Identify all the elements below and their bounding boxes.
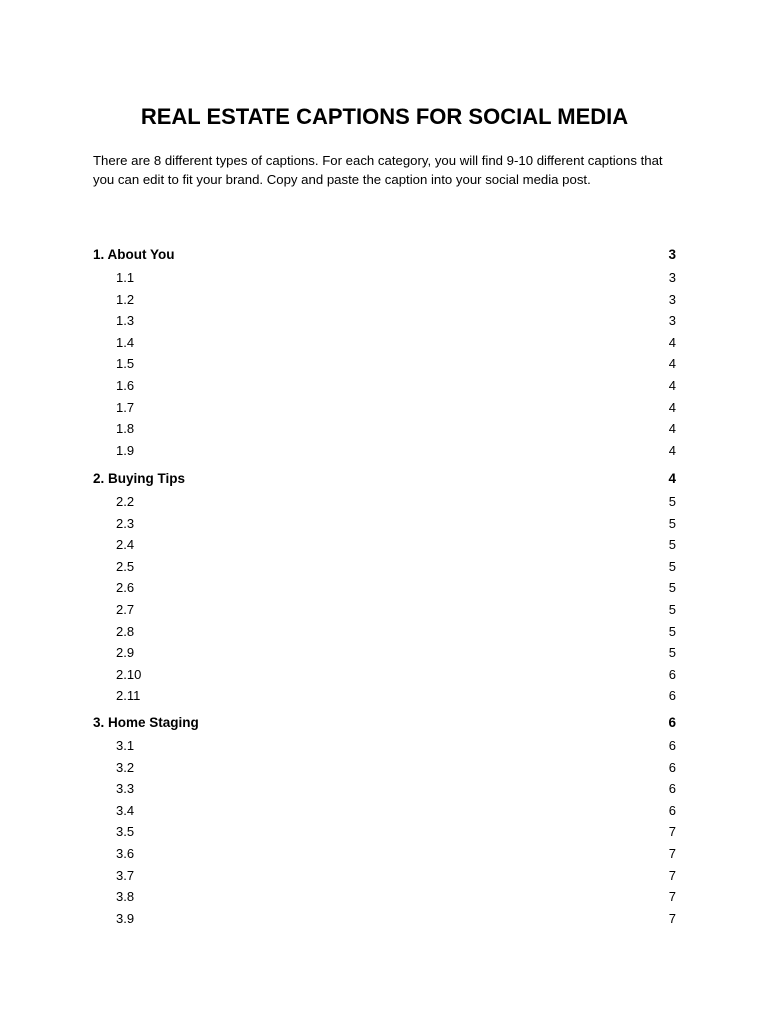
toc-entry[interactable] (93, 865, 676, 887)
toc-entry-label: 2.7 (116, 602, 135, 617)
toc-entry-label: 2.11 (116, 688, 141, 704)
toc-section-page-number: 6 (668, 715, 676, 730)
toc-entry[interactable] (93, 886, 676, 908)
toc-entry-page-number: 6 (668, 781, 676, 797)
toc-section-heading[interactable] (93, 244, 676, 266)
toc-entry[interactable] (93, 440, 676, 462)
toc-entry-page-number: 5 (668, 580, 676, 596)
toc-entry-page-number: 4 (668, 356, 676, 372)
toc-entry-page-number: 7 (668, 824, 676, 840)
intro-paragraph: There are 8 different types of captions. For each category, you will find 9-10 different captions that you can edit to fit your brand. Copy and paste the caption into your social media post. (93, 153, 663, 187)
toc-entry-page-number: 5 (668, 602, 676, 617)
toc-entry-page-number: 7 (668, 867, 676, 883)
toc-section-page-number: 4 (668, 471, 676, 486)
toc-entry[interactable] (93, 332, 676, 354)
toc-entry-label: 2.10 (116, 666, 142, 682)
toc-entry[interactable] (93, 577, 676, 599)
toc-entry-label: 1.4 (116, 334, 135, 350)
toc-entry[interactable] (93, 843, 676, 865)
toc-entry-label: 2.4 (116, 537, 135, 553)
toc-entry[interactable] (93, 267, 676, 289)
toc-entry-page-number: 4 (668, 399, 676, 415)
toc-section-label: 3. Home Staging (93, 715, 199, 730)
toc-entry[interactable] (93, 418, 676, 440)
toc-entry[interactable] (93, 556, 676, 578)
toc-entry-page-number: 3 (668, 291, 676, 307)
toc-entry-label: 2.5 (116, 558, 135, 574)
document-title: REAL ESTATE CAPTIONS FOR SOCIAL MEDIA (140, 104, 629, 129)
toc-section-heading[interactable] (93, 468, 676, 490)
toc-entry[interactable] (93, 310, 676, 332)
toc-entry[interactable] (93, 353, 676, 375)
toc-entry[interactable] (93, 800, 676, 822)
toc-entry[interactable] (93, 908, 676, 930)
toc-section-heading[interactable] (93, 712, 676, 734)
toc-entry-label: 1.7 (116, 399, 135, 415)
toc-entry-label: 3.2 (116, 759, 135, 775)
toc-entry-page-number: 6 (668, 738, 676, 753)
toc-entry-page-number: 7 (668, 889, 676, 905)
toc-entry-label: 3.7 (116, 867, 135, 883)
toc-entry-label: 3.6 (116, 846, 135, 861)
toc-entry-page-number: 4 (668, 442, 676, 458)
toc-entry-page-number: 3 (668, 313, 676, 329)
document-page (93, 0, 676, 1024)
toc-entry[interactable] (93, 642, 676, 664)
toc-entry-label: 3.3 (116, 781, 135, 797)
toc-section-page-number: 3 (668, 247, 676, 262)
toc-entry-label: 2.8 (116, 623, 135, 639)
toc-entry-page-number: 4 (668, 378, 676, 393)
toc-entry[interactable] (93, 289, 676, 311)
toc-entry[interactable] (93, 621, 676, 643)
toc-entry-label: 1.2 (116, 291, 135, 307)
toc-entry-page-number: 7 (668, 910, 676, 926)
toc-entry-label: 2.3 (116, 515, 135, 531)
toc-entry-label: 1.5 (116, 356, 135, 372)
toc-entry-page-number: 3 (668, 270, 676, 285)
toc-entry-label: 2.6 (116, 580, 135, 596)
toc-entry-page-number: 4 (668, 334, 676, 350)
toc-entry[interactable] (93, 534, 676, 556)
toc-entry-page-number: 6 (668, 666, 676, 682)
toc-entry[interactable] (93, 664, 676, 686)
toc-entry-label: 1.9 (116, 442, 135, 458)
toc-entry[interactable] (93, 735, 676, 757)
toc-entry[interactable] (93, 821, 676, 843)
toc-entry-page-number: 5 (668, 623, 676, 639)
toc-entry[interactable] (93, 685, 676, 707)
toc-entry-page-number: 6 (668, 688, 676, 704)
toc-entry[interactable] (93, 778, 676, 800)
toc-entry-page-number: 4 (668, 421, 676, 437)
toc-entry-page-number: 7 (668, 846, 676, 861)
toc-entry[interactable] (93, 599, 676, 621)
toc-section-label: 1. About You (93, 247, 175, 262)
toc-entry[interactable] (93, 397, 676, 419)
toc-entry[interactable] (93, 757, 676, 779)
toc-entry-page-number: 6 (668, 802, 676, 818)
toc-entry-label: 1.1 (116, 270, 135, 285)
toc-entry-page-number: 5 (668, 515, 676, 531)
toc-entry-label: 3.9 (116, 910, 135, 926)
toc-entry-label: 1.3 (116, 313, 135, 329)
toc-entry[interactable] (93, 375, 676, 397)
toc-entry-label: 3.5 (116, 824, 135, 840)
toc-entry-label: 3.1 (116, 738, 135, 753)
toc-entry-page-number: 6 (668, 759, 676, 775)
toc-entry-page-number: 5 (668, 558, 676, 574)
toc-entry-label: 1.6 (116, 378, 135, 393)
toc-entry[interactable] (93, 491, 676, 513)
toc-entry-label: 2.2 (116, 494, 135, 509)
toc-entry-label: 2.9 (116, 645, 135, 661)
toc-section-label: 2. Buying Tips (93, 471, 186, 486)
toc-entry-page-number: 5 (668, 494, 676, 509)
table-of-contents (93, 0, 676, 1024)
toc-entry-page-number: 5 (668, 645, 676, 661)
toc-entry-label: 1.8 (116, 421, 135, 437)
toc-entry-label: 3.4 (116, 802, 135, 818)
toc-entry-page-number: 5 (668, 537, 676, 553)
toc-entry[interactable] (93, 513, 676, 535)
toc-entry-label: 3.8 (116, 889, 135, 905)
